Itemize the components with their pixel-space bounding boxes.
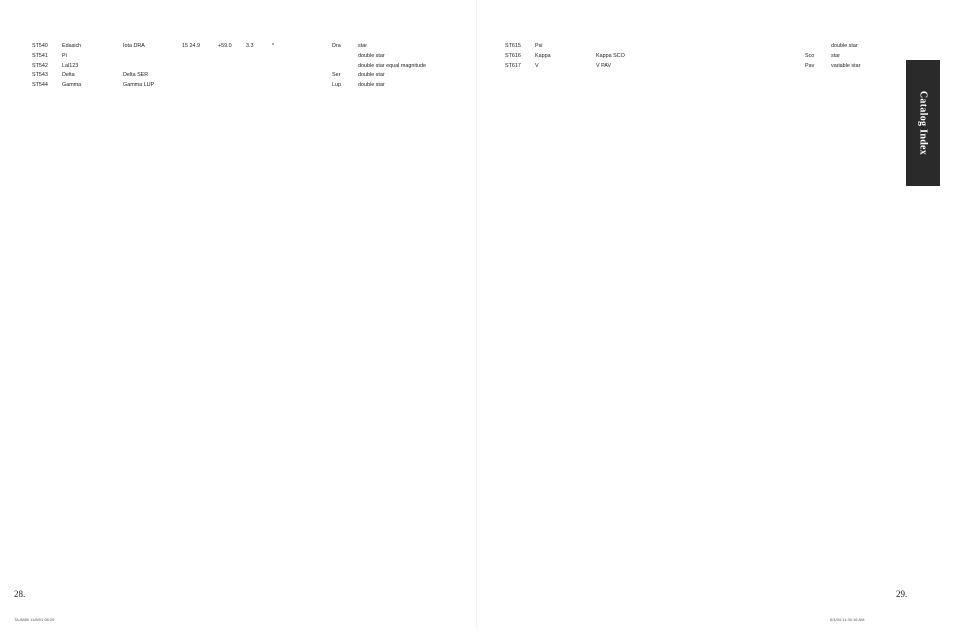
catalog-row [505, 62, 905, 72]
catalog-row [505, 42, 905, 52]
catalog-cell: Gamma LUP [123, 82, 155, 89]
catalog-row [32, 52, 470, 62]
right-print-slug: 6/1/04 11:30:16 AM [830, 617, 865, 622]
catalog-cell: Delta [62, 72, 75, 79]
catalog-cell: double star equal magnitude [358, 62, 427, 69]
catalog-cell: ST616 [505, 52, 521, 59]
catalog-cell: Pi [62, 52, 67, 59]
catalog-cell: Lal123 [62, 62, 79, 69]
catalog-cell: Dra [332, 43, 341, 49]
catalog-cell: Sco [805, 52, 815, 59]
catalog-cell: V PAV [596, 62, 612, 69]
catalog-row [32, 62, 470, 72]
catalog-cell: ST541 [32, 52, 48, 59]
catalog-cell: ST617 [505, 62, 521, 69]
catalog-cell: ST540 [32, 43, 48, 49]
section-tab-label: Catalog Index [917, 90, 929, 156]
catalog-row [32, 81, 470, 91]
right-page-number: 29. [896, 589, 908, 599]
catalog-cell: star [358, 43, 367, 49]
catalog-cell: V [535, 62, 539, 69]
left-catalog-rows [32, 42, 470, 91]
catalog-cell: ST615 [505, 43, 521, 49]
catalog-cell: double star [831, 43, 858, 49]
catalog-row [505, 52, 905, 62]
catalog-cell: Lup [332, 82, 341, 89]
section-tab [906, 60, 940, 186]
catalog-cell: Gamma [62, 82, 82, 89]
left-print-slug: TA-8880 11/8/01 08:29 [14, 617, 55, 622]
catalog-cell: Kappa [535, 52, 551, 59]
catalog-cell: * [272, 43, 275, 49]
right-page [505, 38, 905, 586]
catalog-cell: Delta SER [123, 72, 149, 79]
page-fold [476, 0, 477, 629]
catalog-cell: +59.0 [218, 43, 232, 49]
catalog-cell: variable star [831, 62, 861, 69]
catalog-cell: ST543 [32, 72, 48, 79]
right-catalog-rows [505, 42, 905, 71]
catalog-row [32, 42, 470, 52]
left-page-number: 28. [14, 589, 26, 599]
catalog-cell: ST542 [32, 62, 48, 69]
catalog-cell: Kappa SCO [596, 52, 625, 59]
catalog-cell: double star [358, 52, 385, 59]
catalog-cell: double star [358, 82, 385, 89]
left-page [32, 38, 470, 586]
catalog-cell: Ser [332, 72, 341, 79]
catalog-row [32, 71, 470, 81]
catalog-cell: 15 24.9 [182, 43, 200, 49]
catalog-cell: Iota DRA [123, 43, 145, 49]
catalog-cell: Pav [805, 62, 815, 69]
catalog-cell: ST544 [32, 82, 48, 89]
catalog-cell: double star [358, 72, 385, 79]
catalog-cell: Edasich [62, 43, 82, 49]
catalog-cell: star [831, 52, 840, 59]
catalog-cell: Psi [535, 43, 543, 49]
catalog-cell: 3.3 [246, 43, 254, 49]
